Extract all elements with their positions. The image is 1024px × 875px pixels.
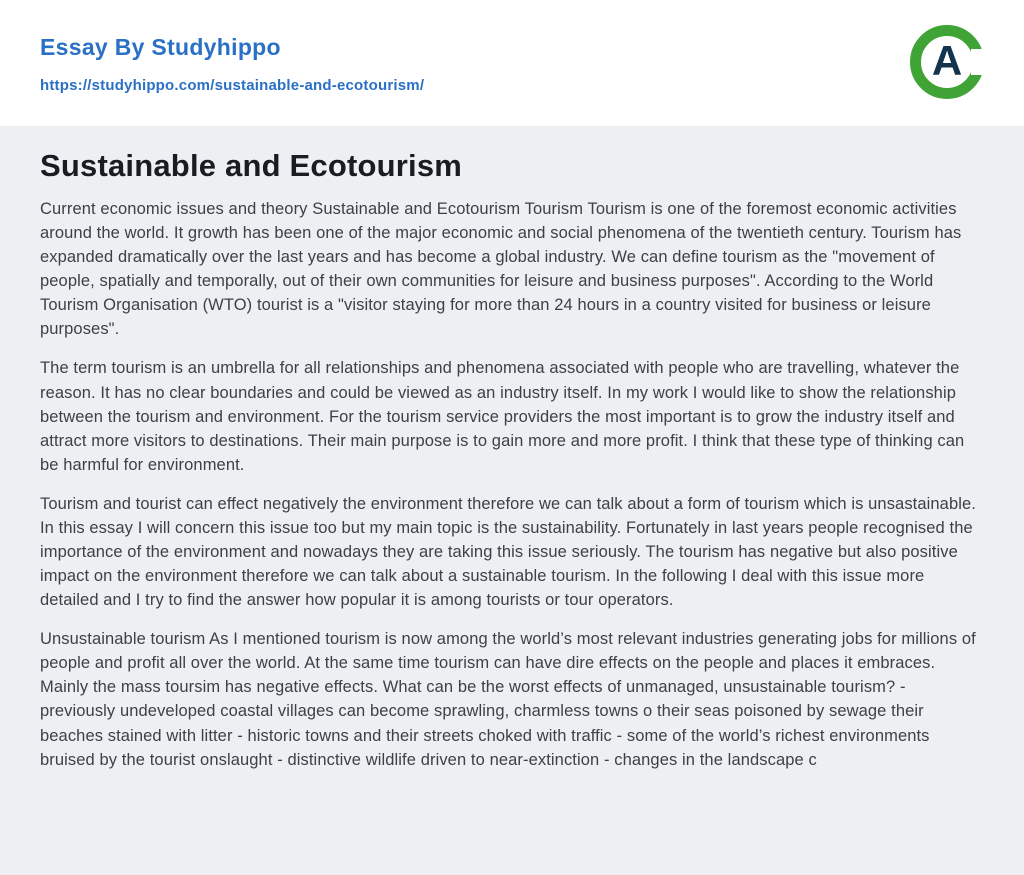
article-paragraph: The term tourism is an umbrella for all relationships and phenomena associated with people who are travelling, whatever the reason. It has no clear boundaries and could be viewed as an industry itself. In my work I would like to show the relationship between the tourism and environment. For the tourism service providers the most important is to grow the industry itself and attract more visitors to destinations. Their main purpose is to gain more and more profit. I think that these type of thinking can be harmful for environment. — [40, 359, 965, 474]
article-paragraph: Tourism and tourist can effect negatively the environment therefore we can talk about a form of tourism which is unsastainable. In this essay I will concern this issue too but my main topic is the sustainability. Fortunately in last years people recognised the importance of the environment and nowadays they are taking this issue seriously. The tourism has negative but also positive impact on the environment therefore we can talk about a sustainable tourism. In the following I deal with this issue more detailed and I try to find the answer how popular it is among tourists or tour operators. — [40, 494, 976, 610]
source-url-link[interactable]: https://studyhippo.com/sustainable-and-ecotourism/ — [40, 77, 425, 94]
logo-letter: A — [931, 37, 963, 84]
studyhippo-logo-icon — [910, 25, 984, 99]
article-paragraph: Current economic issues and theory Sustainable and Ecotourism Tourism Tourism is one of the foremost economic activities around the world. It growth has been one of the major economic and social phenomena of the twentieth century. Tourism has expanded dramatically over the last years and has become a global industry. We can define tourism as the "movement of people, spatially and temporally, out of their own communities for leisure and business purposes". According to the World Tourism Organisation (WTO) tourist is a "visitor staying for more than 24 hours in a country visited for business or leisure purposes". — [40, 200, 962, 339]
article-title: Sustainable and Ecotourism — [40, 148, 463, 183]
site-title: Essay By Studyhippo — [40, 34, 281, 60]
article-container — [0, 126, 1024, 875]
article-body — [40, 197, 984, 772]
site-header — [0, 0, 1024, 126]
article-paragraph: Unsustainable tourism As I mentioned tourism is now among the world’s most relevant industries generating jobs for millions of people and profit all over the world. At the same time tourism can have dire effects on the people and places it embraces. Mainly the mass toursim has negative effects. What can be the worst effects of unmanaged, unsustainable tourism? - previously undeveloped coastal villages can become sprawling, charmless towns o their seas poisoned by sewage their beaches stained with litter - historic towns and their streets choked with traffic - some of the world’s richest environments bruised by the tourist onslaught - distinctive wildlife driven to near-extinction - changes in the landscape c — [40, 630, 976, 769]
